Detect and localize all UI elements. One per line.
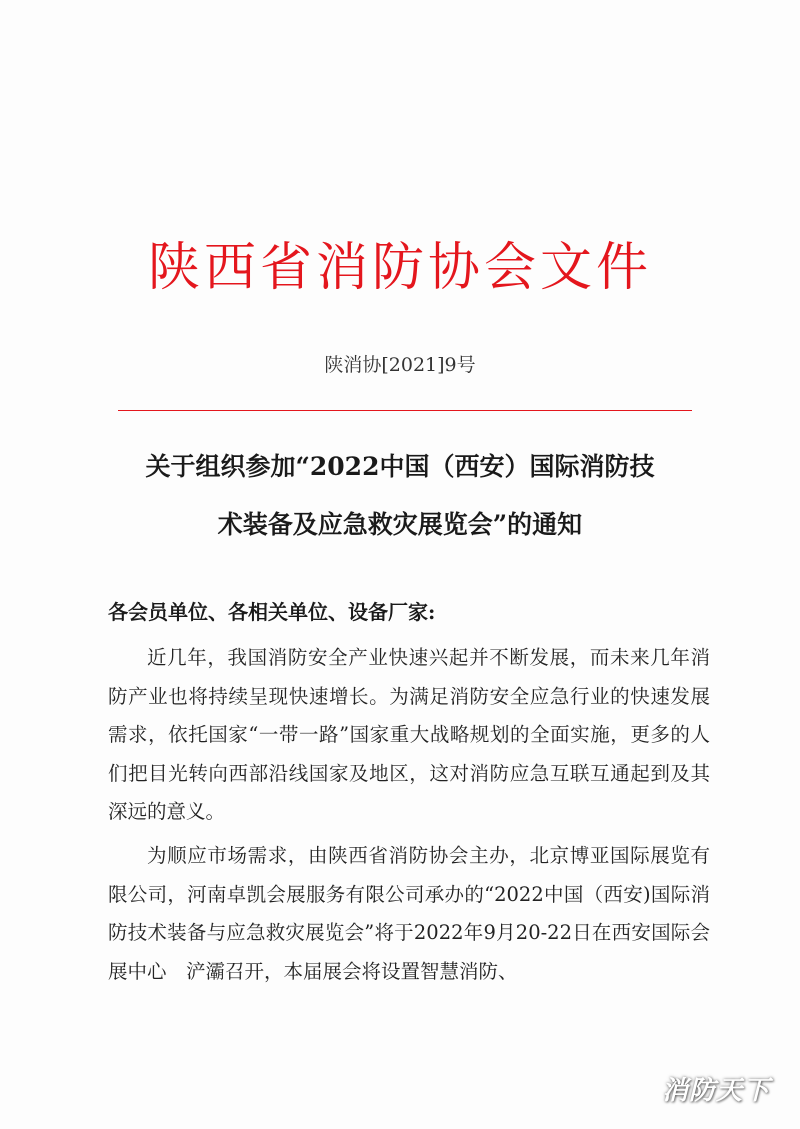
heading-line-2: 术装备及应急救灾展览会”的通知 <box>217 510 583 539</box>
paragraph-1: 近几年，我国消防安全产业快速兴起并不断发展，而未来几年消防产业也将持续呈现快速增长。为满足消防安全应急行业的快速发展需求，依托国家“一带一路”国家重大战略规划的全面实施，更多的人们把目光转向西部沿线国家及地区，这对消防应急互联互通起到及其深远的意义。 <box>108 646 710 823</box>
salutation: 各会员单位、各相关单位、设备厂家: <box>108 600 436 624</box>
notice-heading <box>80 438 720 554</box>
doc-number: 陕消协[2021]9号 <box>324 354 476 376</box>
watermark-logo: 消防天下 <box>661 1076 770 1106</box>
heading-line-1: 关于组织参加“2022中国（西安）国际消防技 <box>145 452 655 481</box>
org-title: 陕西省消防协会文件 <box>147 238 652 298</box>
paragraph-2: 为顺应市场需求，由陕西省消防协会主办，北京博亚国际展览有限公司，河南卓凯会展服务有限公司承办的“2022中国（西安)国际消防技术装备与应急救灾展览会”将于2022年9月20-22日在西安国际会展中心 浐灞召开，本届展会将设置智慧消防、 <box>108 844 710 983</box>
red-divider <box>118 410 692 411</box>
